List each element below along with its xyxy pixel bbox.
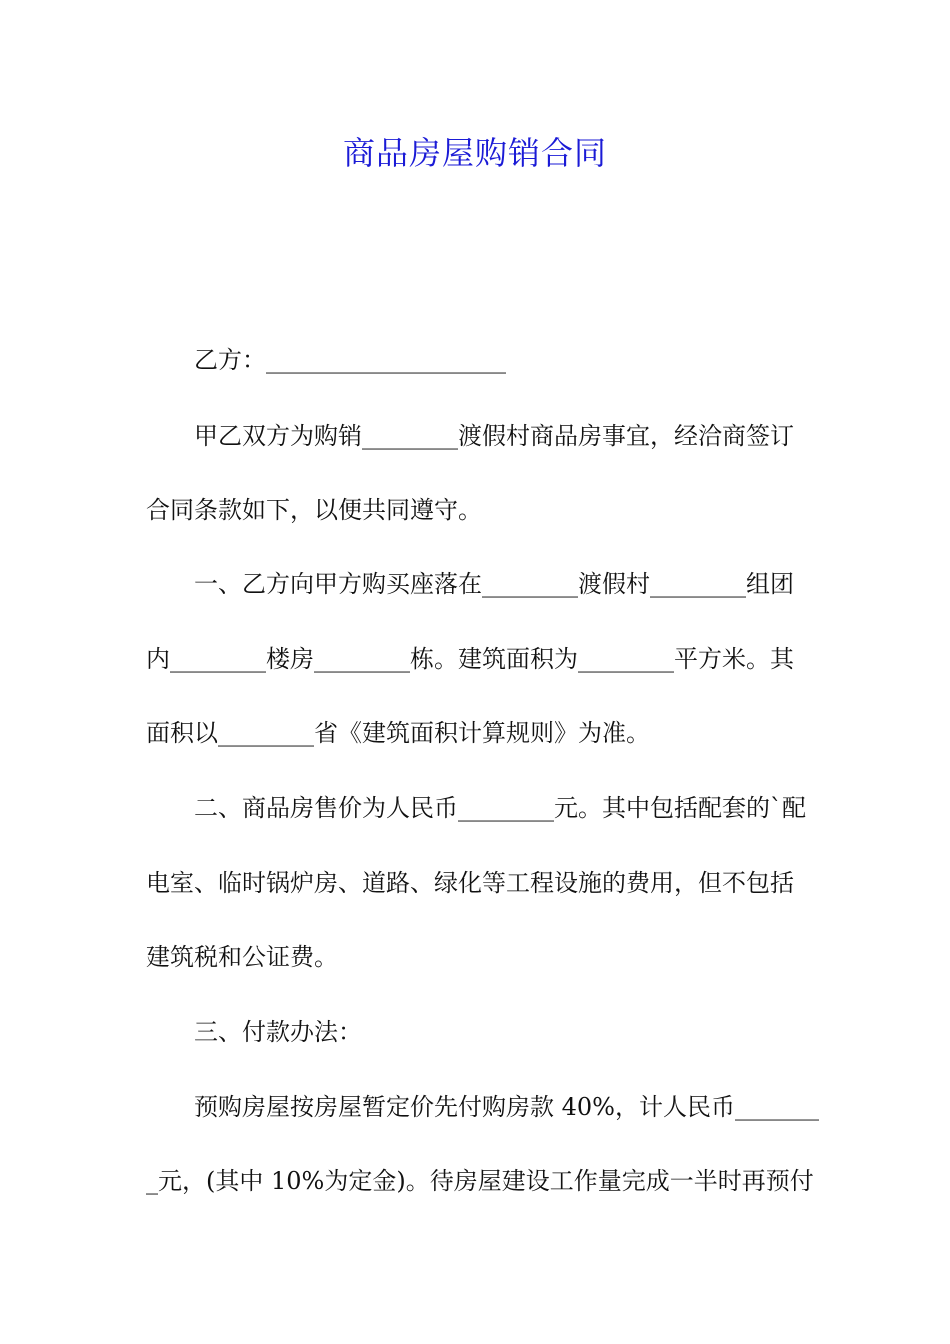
party-b-line: 乙方：____________________ <box>194 346 506 374</box>
paragraph-line: _元，(其中 10%为定金)。待房屋建设工作量完成一半时再预付 <box>146 1167 814 1195</box>
paragraph-line: 合同条款如下，以便共同遵守。 <box>146 496 482 524</box>
paragraph-line: 预购房屋按房屋暂定价先付购房款 40%，计人民币_______ <box>194 1093 819 1121</box>
paragraph-line: 内________楼房________栋。建筑面积为________平方米。其 <box>146 645 794 673</box>
paragraph-line: 甲乙双方为购销________渡假村商品房事宜，经洽商签订 <box>194 422 794 450</box>
document-title: 商品房屋购销合同 <box>342 134 607 172</box>
clause-1-line: 一、乙方向甲方购买座落在________渡假村________组团 <box>194 570 794 598</box>
paragraph-line: 面积以________省《建筑面积计算规则》为准。 <box>146 719 650 747</box>
clause-3-line: 三、付款办法： <box>194 1018 362 1046</box>
clause-2-line: 二、商品房售价为人民币________元。其中包括配套的`配 <box>194 794 806 822</box>
paragraph-line: 电室、临时锅炉房、道路、绿化等工程设施的费用，但不包括 <box>146 869 794 897</box>
paragraph-line: 建筑税和公证费。 <box>146 943 338 971</box>
